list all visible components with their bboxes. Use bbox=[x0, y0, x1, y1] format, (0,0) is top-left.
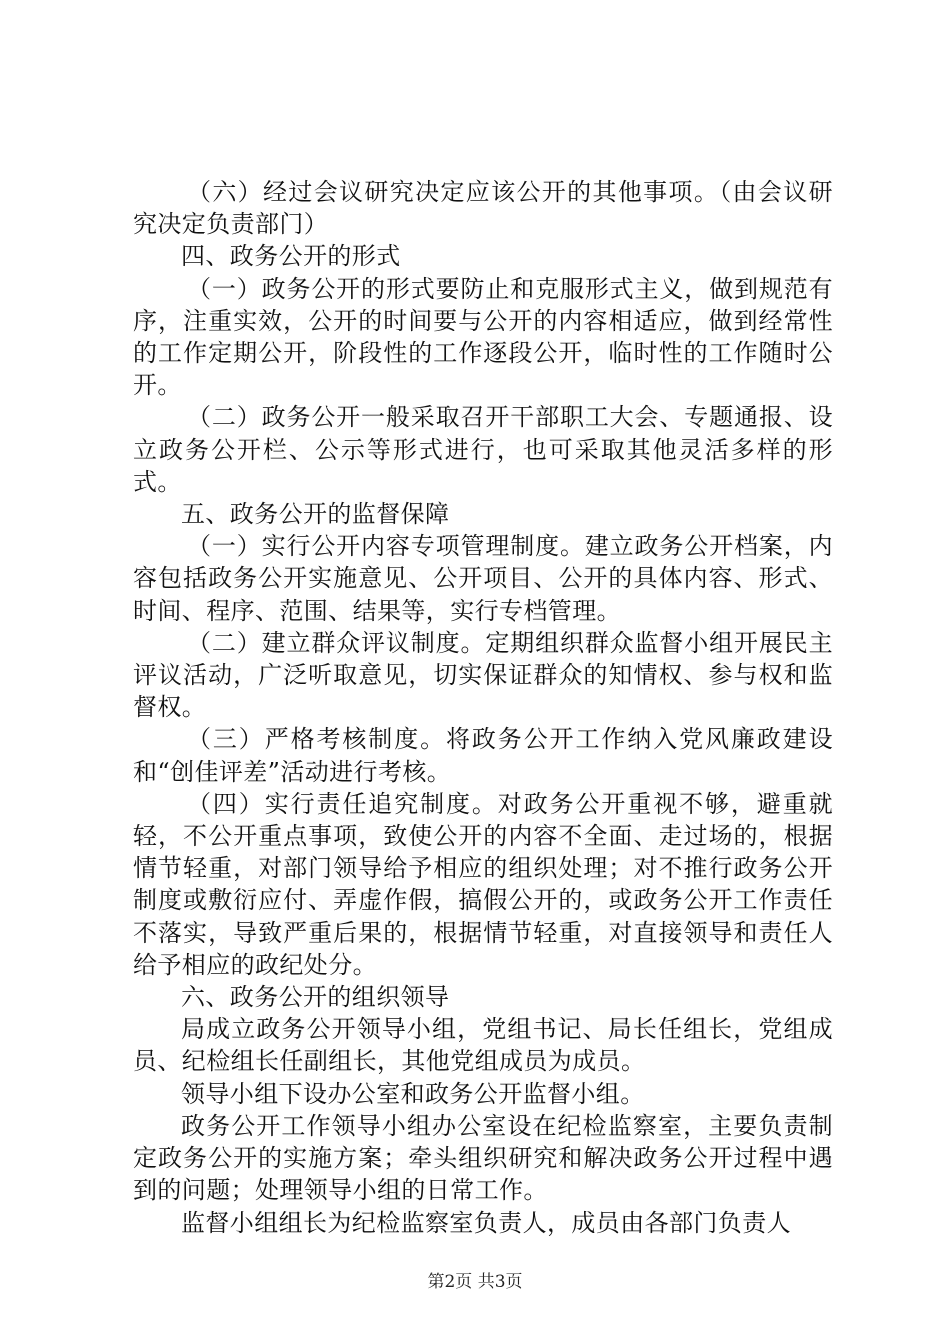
section-heading-6: 六、政务公开的组织领导 bbox=[181, 983, 450, 1012]
paragraph-leadership-1: 局成立政务公开领导小组，党组书记、局长任组长，党组成员、纪检组长任副组长，其他党组成员为成员。 bbox=[133, 1015, 833, 1076]
section-heading-4: 四、政务公开的形式 bbox=[181, 242, 401, 271]
paragraph-leadership-2: 领导小组下设办公室和政务公开监督小组。 bbox=[181, 1079, 645, 1108]
paragraph-supervision-3: （三）严格考核制度。将政务公开工作纳入党风廉政建设和“创佳评差”活动进行考核。 bbox=[133, 725, 833, 786]
paragraph-supervision-1: （一）实行公开内容专项管理制度。建立政务公开档案，内容包括政务公开实施意见、公开项目、公开的具体内容、形式、时间、程序、范围、结果等，实行专档管理。 bbox=[133, 532, 833, 625]
document-body bbox=[133, 176, 833, 1239]
paragraph-supervision-4: （四）实行责任追究制度。对政务公开重视不够，避重就轻，不公开重点事项，致使公开的内容不全面、走过场的，根据情节轻重，对部门领导给予相应的组织处理；对不推行政务公开制度或敷衍应付、弄虚作假，搞假公开的，或政务公开工作责任不落实，导致严重后果的，根据情节轻重，对直接领导和责任人给予相应的政纪处分。 bbox=[133, 789, 833, 979]
page-number-label: 第2页 共3页 bbox=[427, 1272, 523, 1292]
page-footer bbox=[0, 1270, 950, 1294]
paragraph-form-1: （一）政务公开的形式要防止和克服形式主义，做到规范有序，注重实效，公开的时间要与公开的内容相适应，做到经常性的工作定期公开，阶段性的工作逐段公开，临时性的工作随时公开。 bbox=[133, 274, 833, 400]
paragraph-item-6: （六）经过会议研究决定应该公开的其他事项。（由会议研究决定负责部门） bbox=[133, 178, 833, 239]
section-heading-5: 五、政务公开的监督保障 bbox=[181, 500, 450, 529]
paragraph-leadership-3: 政务公开工作领导小组办公室设在纪检监察室，主要负责制定政务公开的实施方案；牵头组织研究和解决政务公开过程中遇到的问题；处理领导小组的日常工作。 bbox=[133, 1111, 833, 1205]
paragraph-supervision-2: （二）建立群众评议制度。定期组织群众监督小组开展民主评议活动，广泛听取意见，切实保证群众的知情权、参与权和监督权。 bbox=[133, 628, 833, 722]
paragraph-form-2: （二）政务公开一般采取召开干部职工大会、专题通报、设立政务公开栏、公示等形式进行，也可采取其他灵活多样的形式。 bbox=[133, 403, 833, 496]
paragraph-leadership-4: 监督小组组长为纪检监察室负责人，成员由各部门负责人 bbox=[181, 1208, 791, 1237]
